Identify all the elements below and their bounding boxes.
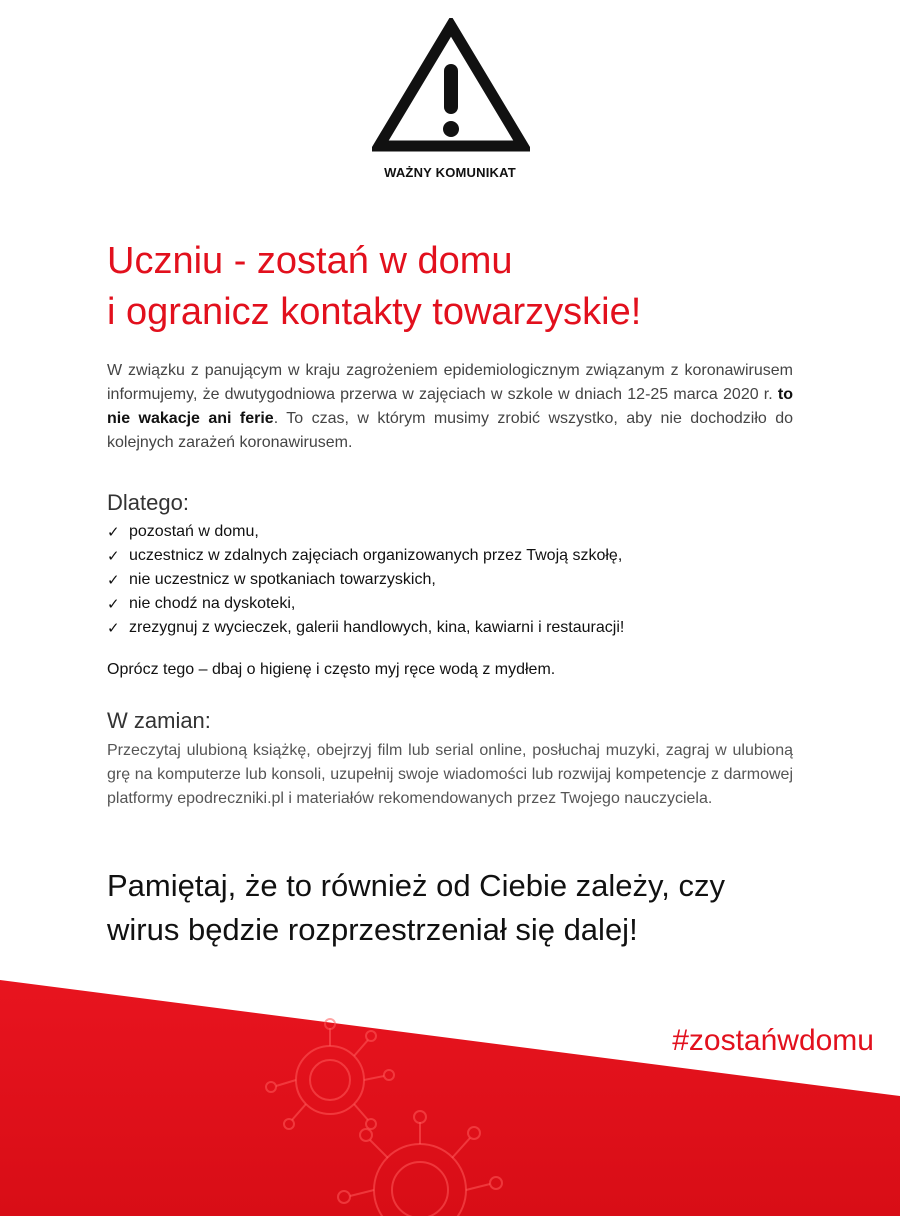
- therefore-heading: Dlatego:: [107, 490, 189, 515]
- advice-item-text: nie uczestnicz w spotkaniach towarzyskich,: [129, 571, 436, 588]
- advice-item-text: zrezygnuj z wycieczek, galerii handlowych, kina, kawiarni i restauracji!: [129, 619, 625, 636]
- checkmark-icon: ✓: [107, 547, 120, 565]
- title-line-1: Uczniu - zostań w domu: [107, 240, 513, 282]
- checkmark-icon: ✓: [107, 571, 120, 589]
- title-line-2: i ogranicz kontakty towarzyskie!: [107, 291, 642, 333]
- advice-item-text: uczestnicz w zdalnych zajęciach organizowanych przez Twoją szkołę,: [129, 547, 623, 564]
- advice-item-text: nie chodź na dyskoteki,: [129, 595, 296, 612]
- intro-emphasis: to nie wakacje ani ferie: [107, 386, 793, 427]
- hashtag: #zostańwdomu: [672, 1024, 874, 1057]
- red-diagonal-band: [0, 980, 900, 1216]
- intro-paragraph: [107, 359, 793, 455]
- footer-band: [0, 960, 900, 1216]
- closing-line-1: Pamiętaj, że to również od Ciebie zależy, czy: [107, 868, 725, 903]
- closing-message: [107, 864, 827, 952]
- alternatives-paragraph: Przeczytaj ulubioną książkę, obejrzyj film lub serial online, posłuchaj muzyki, zagraj w ulubioną grę na komputerze lub konsoli, uzupełnij swoje wiadomości lub rozwijaj kompetencje z darmowej platformy epodreczniki.pl i materiałów rekomendowanych przez Twojego nauczyciela.: [107, 742, 793, 807]
- warning-header: [0, 0, 900, 200]
- page-title: [107, 236, 807, 338]
- advice-item-text: pozostań w domu,: [129, 523, 259, 540]
- advice-list: [107, 520, 827, 640]
- intro-text-after: . To czas, w którym musimy zrobić wszystko, aby nie dochodziło do kolejnych zarażeń koronawirusem.: [107, 410, 794, 451]
- list-item: [107, 592, 827, 616]
- instead-heading: W zamian:: [107, 708, 211, 733]
- checkmark-icon: ✓: [107, 595, 120, 613]
- checkmark-icon: ✓: [107, 523, 120, 541]
- closing-line-2: wirus będzie rozprzestrzeniał się dalej!: [107, 912, 638, 947]
- warning-label: WAŻNY KOMUNIKAT: [384, 165, 516, 180]
- checkmark-icon: ✓: [107, 619, 120, 637]
- list-item: [107, 616, 827, 640]
- warning-triangle-icon: [372, 18, 530, 153]
- intro-text-before: W związku z panującym w kraju zagrożeniem epidemiologicznym związanym z koronawirusem informujemy, że dwutygodniowa przerwa w zajęciach w szkole w dniach 12-25 marca 2020 r.: [107, 362, 793, 403]
- hygiene-note: Oprócz tego – dbaj o higienę i często myj ręce wodą z mydłem.: [107, 661, 556, 678]
- list-item: [107, 544, 827, 568]
- list-item: [107, 520, 827, 544]
- list-item: [107, 568, 827, 592]
